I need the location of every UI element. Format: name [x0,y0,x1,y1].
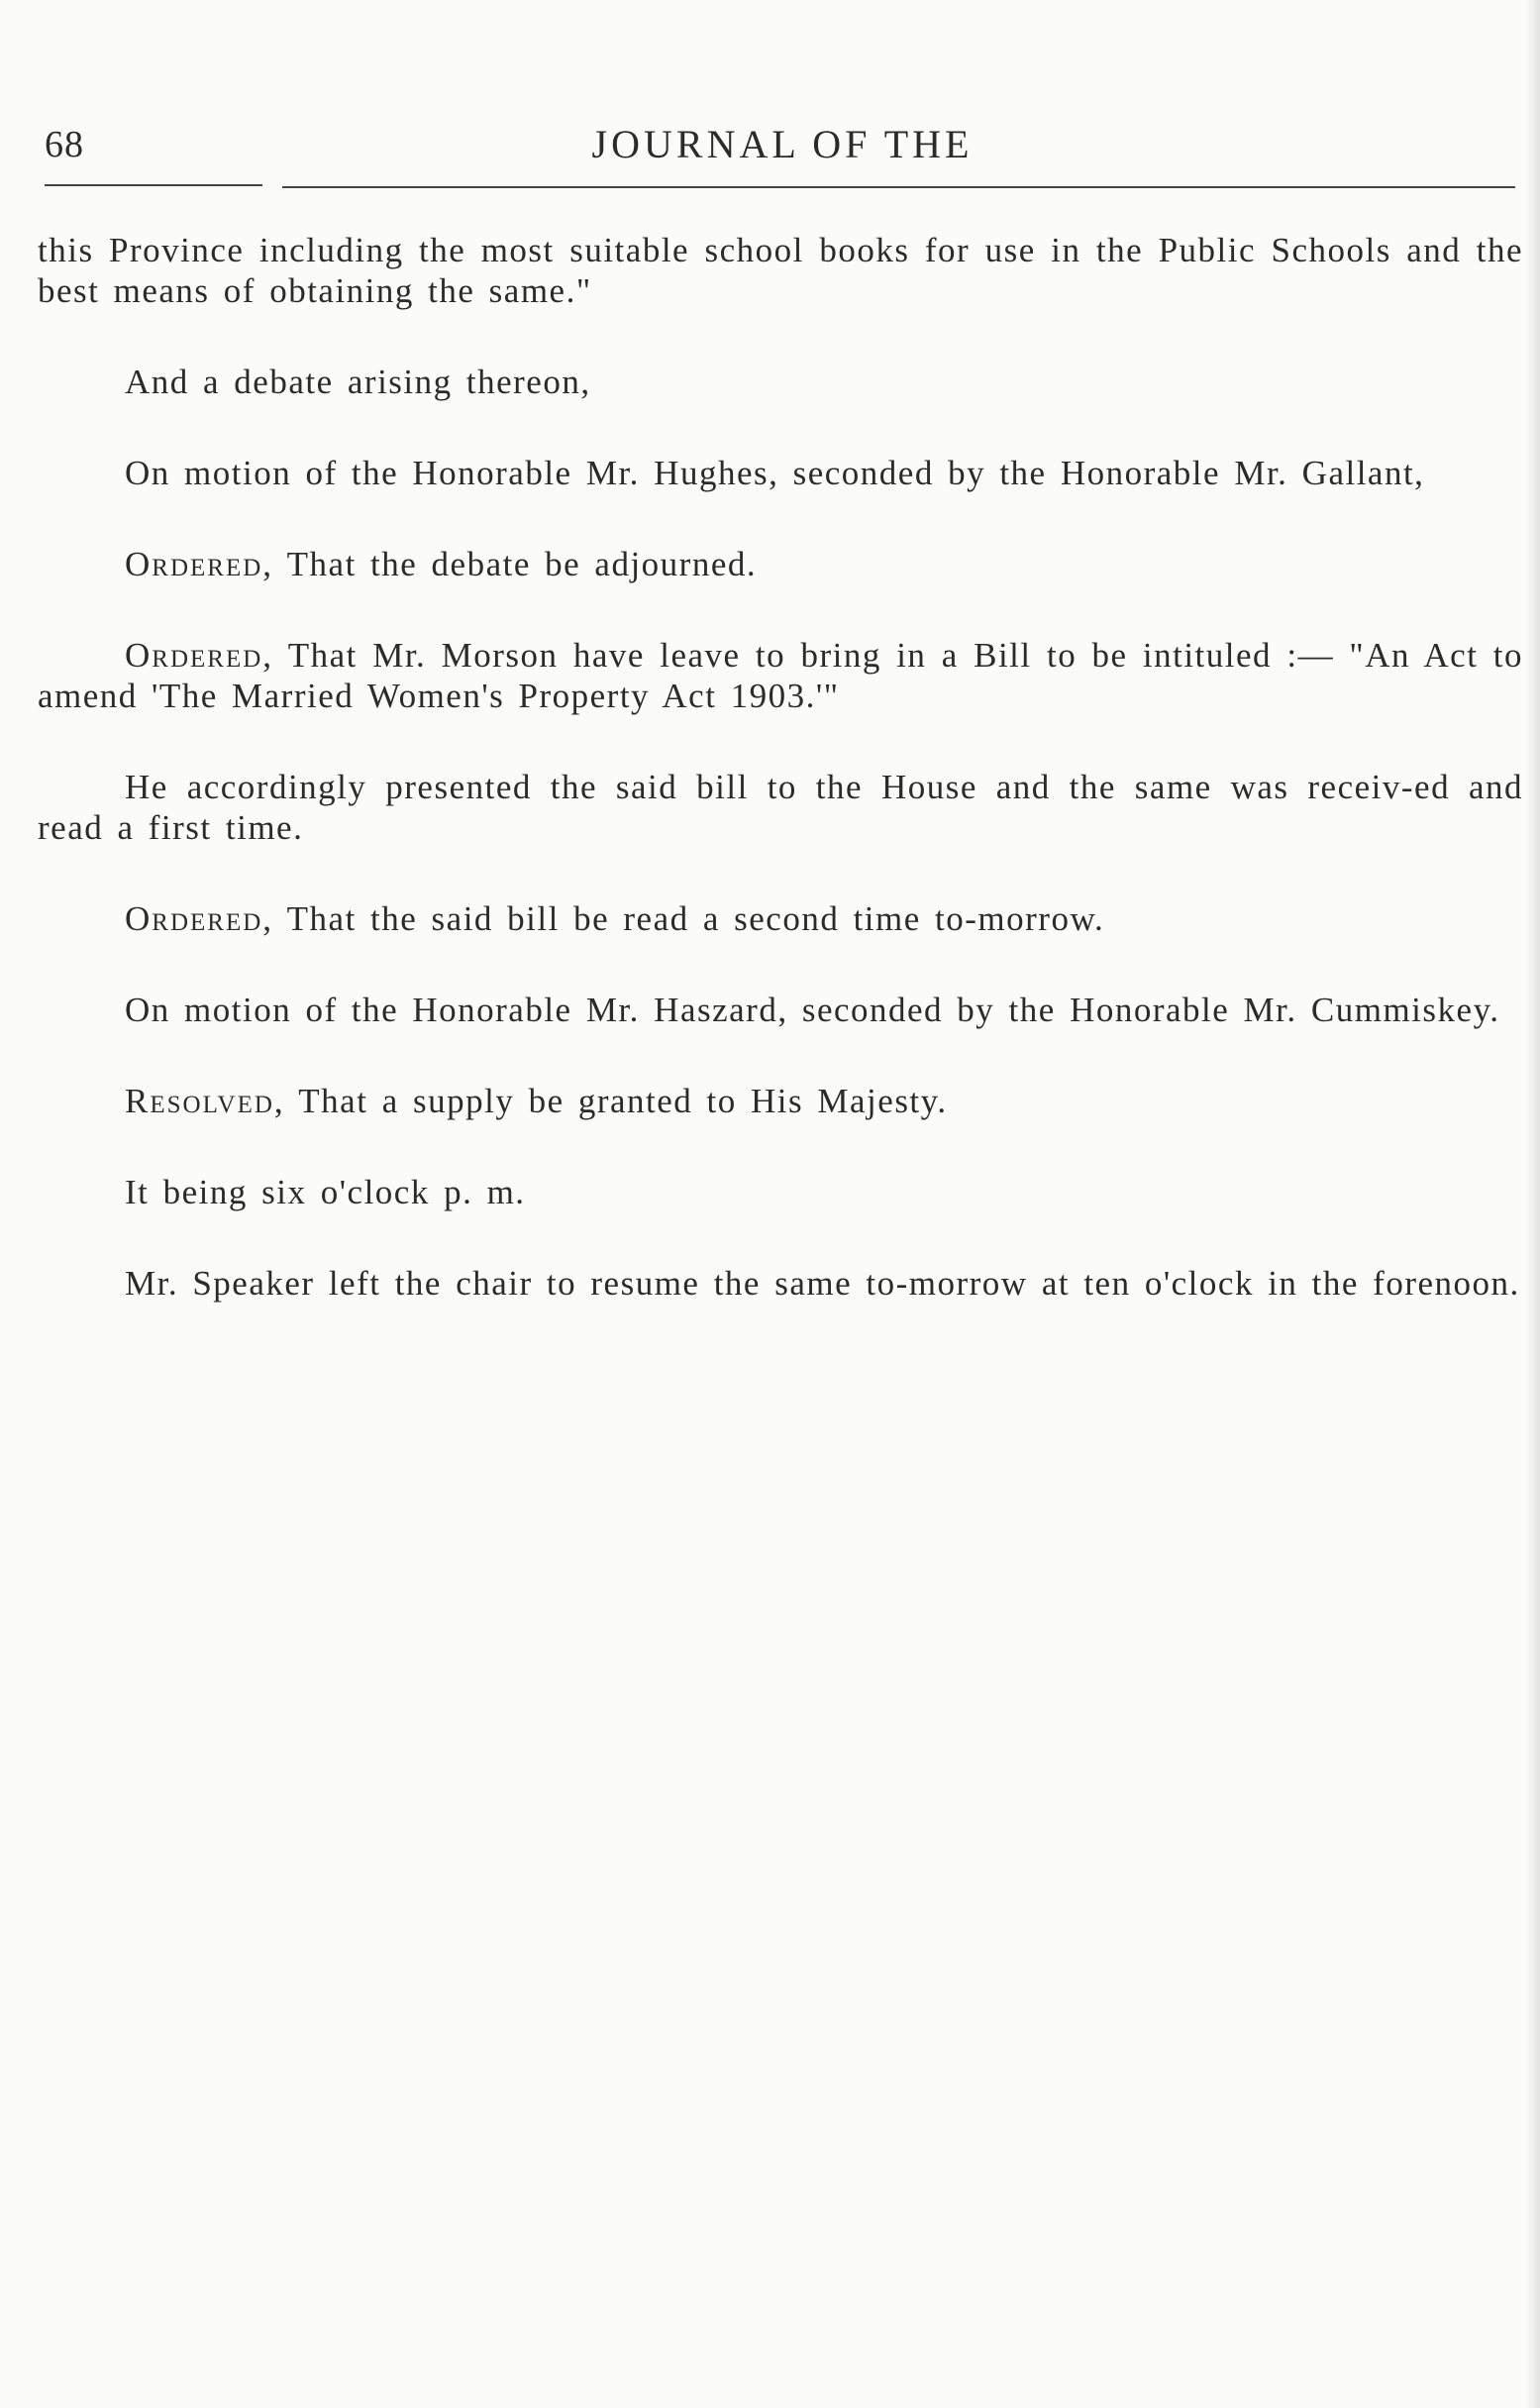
paragraph-ordered-bill [38,635,1523,716]
paragraph-lead: Resolved, [125,1082,285,1120]
page-number: 68 [45,124,84,165]
paragraph-lead: Ordered, [125,899,274,938]
paragraph-text: That a supply be granted to His Majesty. [284,1082,948,1120]
page-header [45,121,1520,180]
paragraph-text: And a debate arising thereon, [125,363,591,401]
paragraph-text: this Province including the most suitable school books for use in the Public Schools and the best means of obtaining the same." [38,231,1523,310]
paragraph-bill-presented [38,767,1523,848]
page-edge-shadow [1526,0,1540,2408]
header-rule-left [45,184,262,186]
paragraph-text: He accordingly presented the said bill to the House and the same was receiv-ed and read a first time. [38,768,1523,847]
paragraph-motion-hughes [38,453,1523,493]
body-text [38,230,1523,1354]
paragraph-resolved-supply [38,1081,1523,1121]
paragraph-speaker-left [38,1263,1523,1304]
paragraph-text: That the said bill be read a second time to-morrow. [273,899,1105,938]
paragraph-text: That Mr. Morson have leave to bring in a Bill to be intituled :— "An Act to amend 'The Married Women's Property Act 1903.'" [38,636,1523,715]
paragraph-six-oclock [38,1172,1523,1212]
paragraph-continuation [38,230,1523,311]
paragraph-text: On motion of the Honorable Mr. Hughes, seconded by the Honorable Mr. Gallant, [125,454,1425,492]
paragraph-lead: Ordered, [125,636,274,675]
paragraph-ordered-second-reading [38,898,1523,939]
paragraph-debate-arising [38,362,1523,402]
paragraph-text: On motion of the Honorable Mr. Haszard, seconded by the Honorable Mr. Cummiskey. [125,991,1500,1029]
paragraph-text: It being six o'clock p. m. [125,1173,526,1211]
running-head: JOURNAL OF THE [591,122,974,166]
header-rule-right [282,186,1515,188]
paragraph-motion-haszard [38,990,1523,1030]
paragraph-text: Mr. Speaker left the chair to resume the same to-morrow at ten o'clock in the forenoon. [125,1264,1520,1303]
paragraph-lead: Ordered, [125,545,274,583]
paragraph-text: That the debate be adjourned. [273,545,758,583]
paragraph-ordered-adjourned [38,544,1523,584]
